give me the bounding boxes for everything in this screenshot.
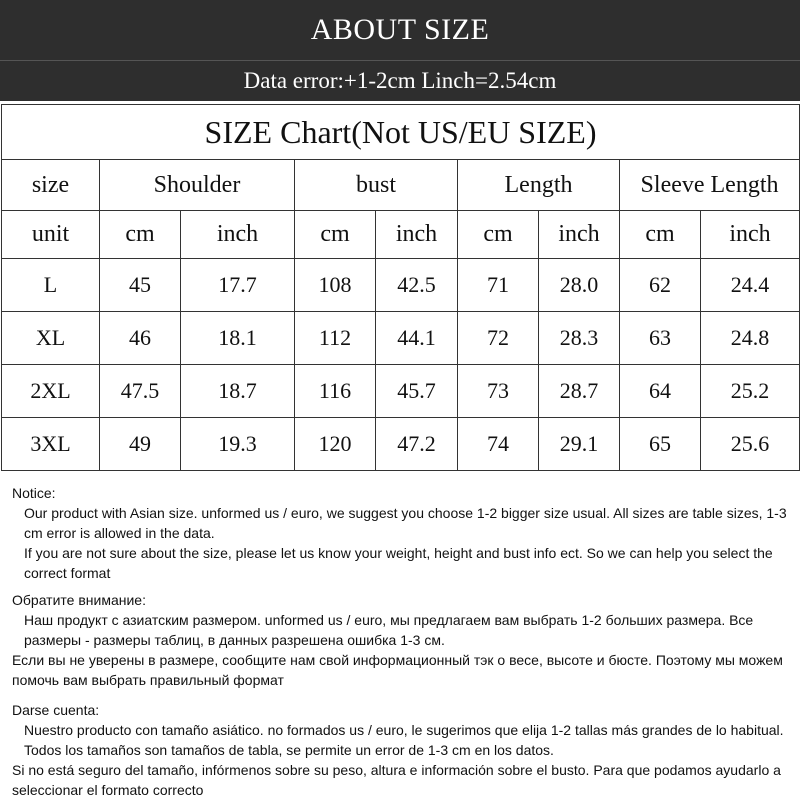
header-sleeve-length: Sleeve Length	[620, 160, 800, 211]
table-cell: 29.1	[539, 418, 620, 471]
table-row	[2, 365, 800, 418]
notice-english	[12, 483, 790, 583]
table-cell: 28.0	[539, 259, 620, 312]
notice-paragraph: Si no está seguro del tamaño, infórmenos sobre su peso, altura e información sobre el busto. Para que podamos ayudarlo a seleccionar el formato correcto	[12, 762, 781, 798]
table-cell: 46	[100, 312, 181, 365]
notice-paragraph: Nuestro producto con tamaño asiático. no formados us / euro, le sugerimos que elija 1-2 tallas más grandes de lo habitual. Todos los tamaños son tamaños de tabla, se permite un error de 1-3 cm en los datos.	[24, 722, 784, 758]
title-banner	[0, 0, 800, 60]
table-cell: 25.6	[701, 418, 800, 471]
table-cell: 65	[620, 418, 701, 471]
size-cell: 3XL	[2, 418, 100, 471]
data-error-note: Data error:+1-2cm Linch=2.54cm	[243, 68, 557, 93]
notice-paragraph: If you are not sure about the size, please let us know your weight, height and bust info ect. So we can help you select the correct format	[24, 545, 773, 581]
table-cell: 18.7	[181, 365, 295, 418]
page-title: ABOUT SIZE	[310, 13, 490, 46]
table-cell: 18.1	[181, 312, 295, 365]
table-cell: 28.7	[539, 365, 620, 418]
table-cell: 74	[458, 418, 539, 471]
table-cell: 49	[100, 418, 181, 471]
unit-label: unit	[2, 211, 100, 259]
table-cell: 28.3	[539, 312, 620, 365]
table-row	[2, 312, 800, 365]
header-bust: bust	[295, 160, 458, 211]
unit-cell: cm	[458, 211, 539, 259]
size-cell: L	[2, 259, 100, 312]
table-cell: 64	[620, 365, 701, 418]
table-cell: 25.2	[701, 365, 800, 418]
table-cell: 73	[458, 365, 539, 418]
table-title-row	[2, 105, 800, 160]
notice-paragraph: Если вы не уверены в размере, сообщите нам свой информационный тэк о весе, высоте и бюсте. Поэтому мы можем помочь вам выбрать правильный формат	[12, 652, 783, 688]
table-cell: 42.5	[376, 259, 458, 312]
unit-cell: inch	[376, 211, 458, 259]
table-row	[2, 418, 800, 471]
table-cell: 108	[295, 259, 376, 312]
notice-russian	[12, 590, 790, 690]
table-cell: 24.8	[701, 312, 800, 365]
table-cell: 45.7	[376, 365, 458, 418]
subtitle-banner	[0, 60, 800, 101]
unit-cell: cm	[295, 211, 376, 259]
unit-cell: cm	[620, 211, 701, 259]
table-cell: 120	[295, 418, 376, 471]
table-cell: 24.4	[701, 259, 800, 312]
unit-cell: inch	[181, 211, 295, 259]
table-row	[2, 259, 800, 312]
notice-spanish	[12, 700, 790, 800]
header-shoulder: Shoulder	[100, 160, 295, 211]
table-cell: 72	[458, 312, 539, 365]
table-cell: 45	[100, 259, 181, 312]
header-length: Length	[458, 160, 620, 211]
unit-cell: cm	[100, 211, 181, 259]
unit-cell: inch	[701, 211, 800, 259]
header-size: size	[2, 160, 100, 211]
table-header-row	[2, 160, 800, 211]
table-cell: 47.5	[100, 365, 181, 418]
table-cell: 112	[295, 312, 376, 365]
unit-cell: inch	[539, 211, 620, 259]
table-unit-row	[2, 211, 800, 259]
notice-paragraph: Our product with Asian size. unformed us / euro, we suggest you choose 1-2 bigger size usual. All sizes are table sizes, 1-3 cm error is allowed in the data.	[24, 505, 787, 541]
notice-heading: Darse cuenta:	[12, 702, 100, 718]
table-cell: 19.3	[181, 418, 295, 471]
size-chart-title: SIZE Chart(Not US/EU SIZE)	[2, 105, 800, 160]
size-cell: 2XL	[2, 365, 100, 418]
table-cell: 71	[458, 259, 539, 312]
table-cell: 116	[295, 365, 376, 418]
table-cell: 62	[620, 259, 701, 312]
size-cell: XL	[2, 312, 100, 365]
size-chart-table	[1, 104, 800, 471]
table-cell: 47.2	[376, 418, 458, 471]
notice-heading: Обратите внимание:	[12, 592, 146, 608]
table-cell: 44.1	[376, 312, 458, 365]
table-cell: 63	[620, 312, 701, 365]
notice-paragraph: Наш продукт с азиатским размером. unformed us / euro, мы предлагаем вам выбрать 1-2 больших размера. Все размеры - размеры таблиц, в данных разрешена ошибка 1-3 см.	[24, 612, 754, 648]
table-cell: 17.7	[181, 259, 295, 312]
notice-heading: Notice:	[12, 485, 56, 501]
